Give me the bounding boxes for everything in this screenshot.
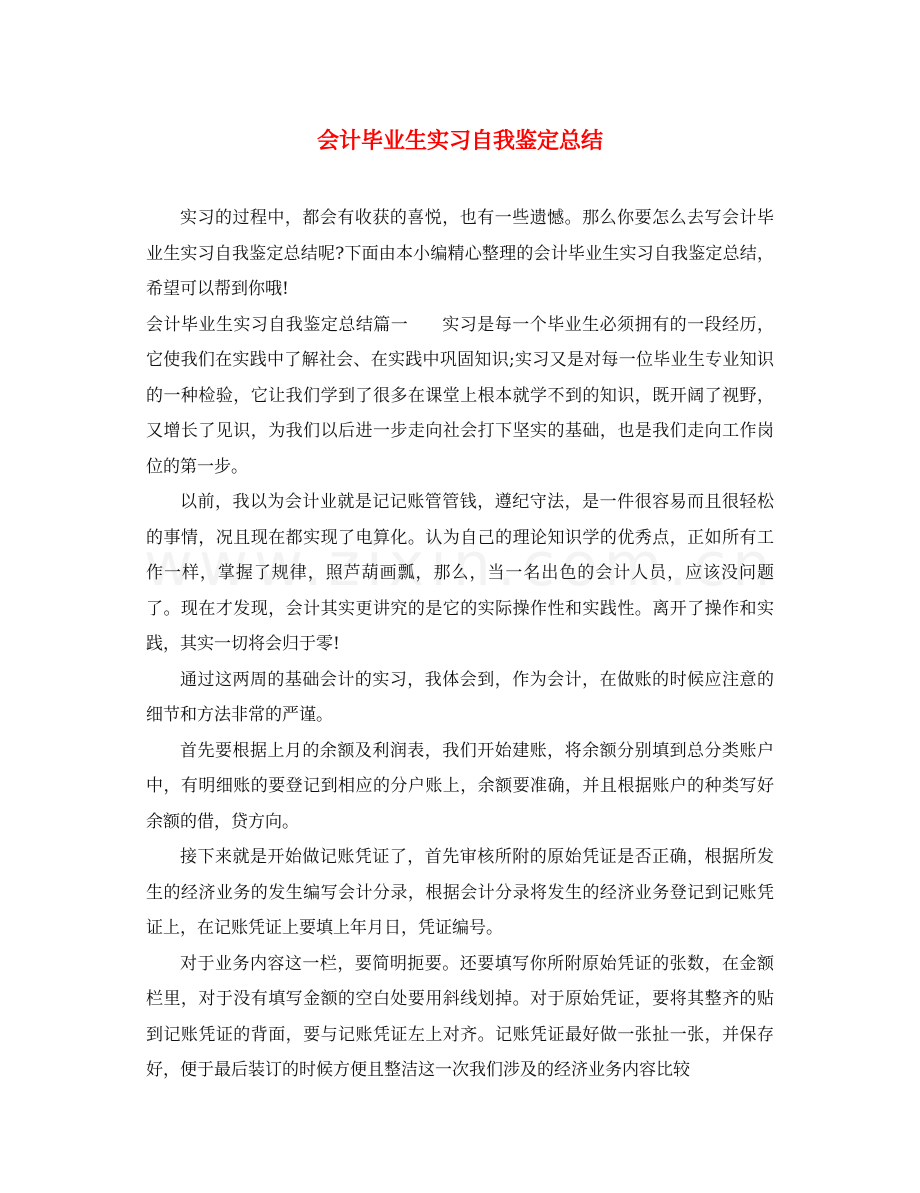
body-paragraph: 以前，我以为会计业就是记记账管管钱，遵纪守法，是一件很容易而且很轻松的事情，况且现在都实现了电算化。认为自己的理论知识学的优秀点，正如所有工作一样，掌握了规律，照芦葫画瓢，那么，当一名出色的会计人员，应该没问题了。现在才发现，会计其实更讲究的是它的实际操作性和实践性。离开了操作和实践，其实一切将会归于零! [146, 492, 774, 654]
section-paragraph [146, 308, 774, 486]
body-paragraph: 通过这两周的基础会计的实习，我体会到，作为会计，在做账的时候应注意的细节和方法非常的严谨。 [146, 669, 774, 725]
body-paragraph: 首先要根据上月的余额及利润表，我们开始建账，将余额分别填到总分类账户中，有明细账的要登记到相应的分户账上，余额要准确，并且根据账户的种类写好余额的借，贷方向。 [146, 740, 774, 832]
body-paragraph: 对于业务内容这一栏，要简明扼要。还要填写你所附原始凭证的张数，在金额栏里，对于没有填写金额的空白处要用斜线划掉。对于原始凭证，要将其整齐的贴到记账凭证的背面，要与记账凭证左上对齐。记账凭证最好做一张扯一张，并保存好，便于最后装订的时候方便且整洁这一次我们涉及的经济业务内容比较 [146, 953, 774, 1080]
document-title: 会计毕业生实习自我鉴定总结 [316, 129, 603, 154]
body-paragraph: 接下来就是开始做记账凭证了，首先审核所附的原始凭证是否正确，根据所发生的经济业务的发生编写会计分录，根据会计分录将发生的经济业务登记到记账凭证上，在记账凭证上要填上年月日，凭证编号。 [146, 847, 774, 938]
section-first-text: 实习是每一个毕业生必须拥有的一段经历，它使我们在实践中了解社会、在实践中巩固知识;实习又是对每一位毕业生专业知识的一种检验，它让我们学到了很多在课堂上根本就学不到的知识，既开阔了视野，又增长了见识，为我们以后进一步走向社会打下坚实的基础，也是我们走向工作岗位的第一步。 [146, 314, 775, 477]
intro-paragraph: 实习的过程中，都会有收获的喜悦，也有一些遗憾。那么你要怎么去写会计毕业生实习自我鉴定总结呢?下面由本小编精心整理的会计毕业生实习自我鉴定总结，希望可以帮到你哦! [146, 208, 774, 299]
document-body [146, 201, 774, 1089]
section-heading: 会计毕业生实习自我鉴定总结篇一 [146, 314, 409, 335]
